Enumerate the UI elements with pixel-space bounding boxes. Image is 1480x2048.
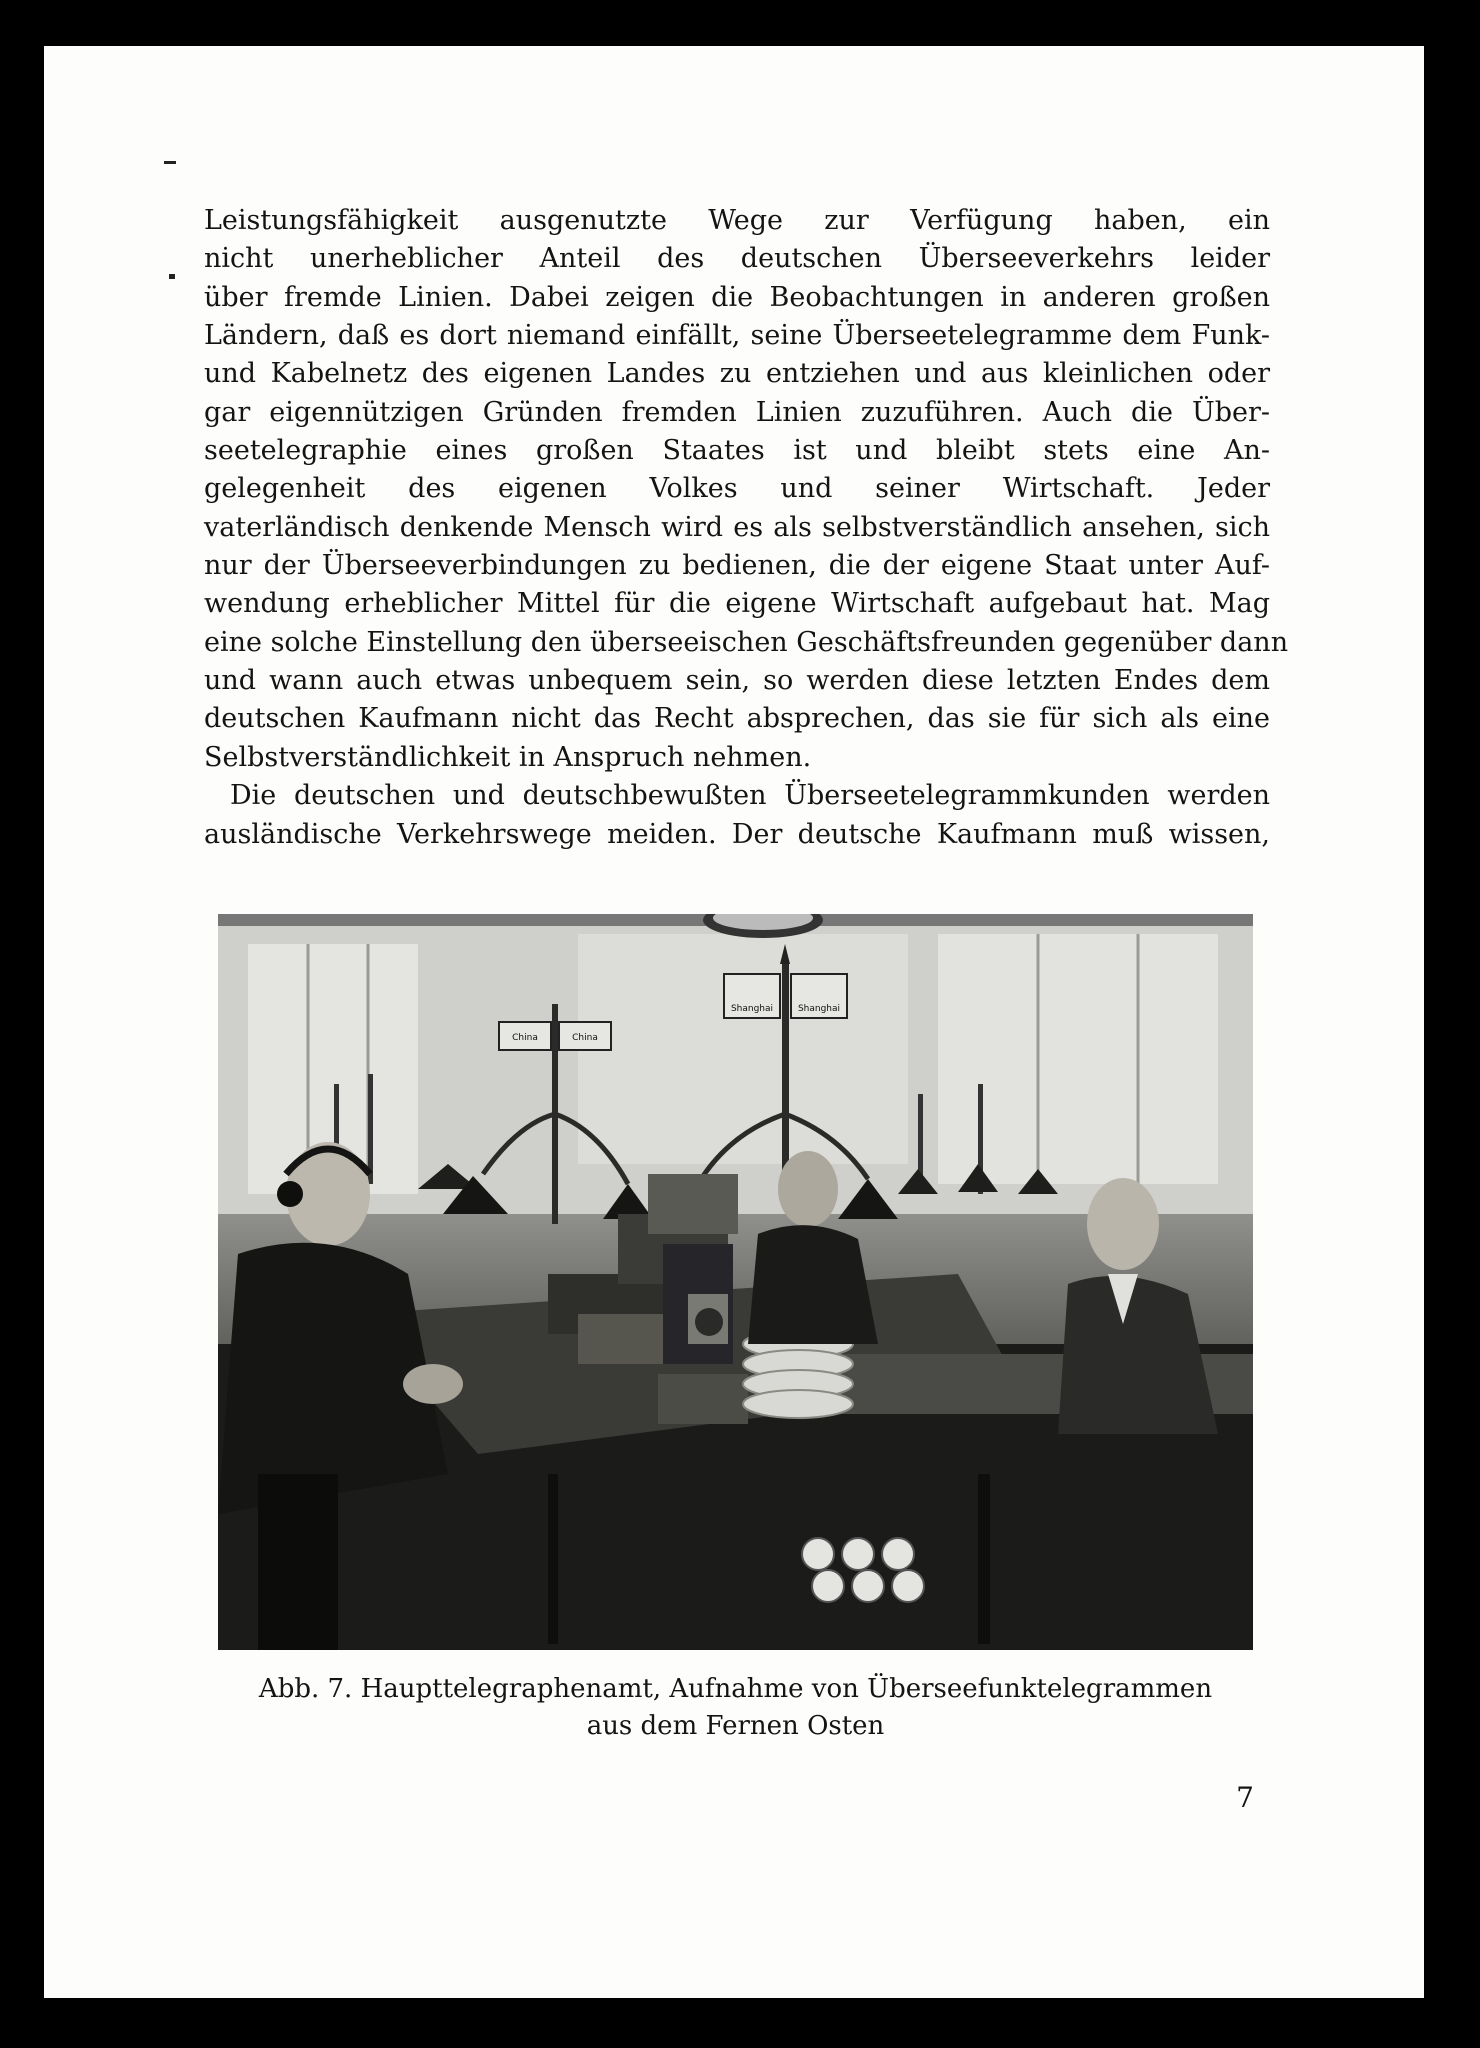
text-line: vaterländisch denkende Mensch wird es als selbstverständlich ansehen, sich [204,511,1270,543]
caption-line: Abb. 7. Haupttelegraphenamt, Aufnahme von Überseefunktelegrammen [258,1674,1213,1704]
sign-text: China [512,1033,538,1043]
text-line: gar eigennützigen Gründen fremden Linien zuzuführen. Auch die Über- [204,396,1270,428]
sign-text: Shanghai [730,1004,774,1014]
text-line: Ländern, daß es dort niemand einfällt, seine Überseetelegramme dem Funk- [204,320,1270,352]
figure-caption [218,1671,1253,1745]
text-line: eine solche Einstellung den überseeischen Geschäftsfreunden gegenüber dann [204,626,1289,658]
sign-text: China [572,1033,598,1043]
telegraph-office-photo [218,914,1253,1650]
sign-text: Shanghai [797,1004,841,1014]
text-line: nicht unerheblicher Anteil des deutschen Überseeverkehrs leider [204,243,1270,275]
text-line: und Kabelnetz des eigenen Landes zu entziehen und aus kleinlichen oder [204,358,1270,390]
margin-mark [164,161,176,164]
margin-mark [169,274,175,279]
document-page [44,46,1424,1998]
text-line: wendung erheblicher Mittel für die eigene Wirtschaft aufgebaut hat. Mag [204,588,1270,620]
caption-line: aus dem Fernen Osten [586,1711,885,1741]
text-line: deutschen Kaufmann nicht das Recht absprechen, das sie für sich als eine [204,703,1270,735]
text-line: ausländische Verkehrswege meiden. Der deutsche Kaufmann muß wissen, [204,818,1270,850]
text-line: Leistungsfähigkeit ausgenutzte Wege zur Verfügung haben, ein [204,205,1270,236]
text-line: Die deutschen und deutschbewußten Überseetelegrammkunden werden [230,780,1270,812]
text-line: und wann auch etwas unbequem sein, so werden diese letzten Endes dem [204,665,1270,697]
text-line: gelegenheit des eigenen Volkes und seiner Wirtschaft. Jeder [204,473,1270,505]
text-line: über fremde Linien. Dabei zeigen die Beobachtungen in anderen großen [204,281,1270,313]
page-number: 7 [1236,1781,1254,1814]
text-line: seetelegraphie eines großen Staates ist und bleibt stets eine An- [204,435,1270,467]
text-line: Selbstverständlichkeit in Anspruch nehmen. [204,741,812,773]
body-text [204,202,1289,854]
text-line: nur der Überseeverbindungen zu bedienen, die der eigene Staat unter Auf- [204,550,1270,582]
